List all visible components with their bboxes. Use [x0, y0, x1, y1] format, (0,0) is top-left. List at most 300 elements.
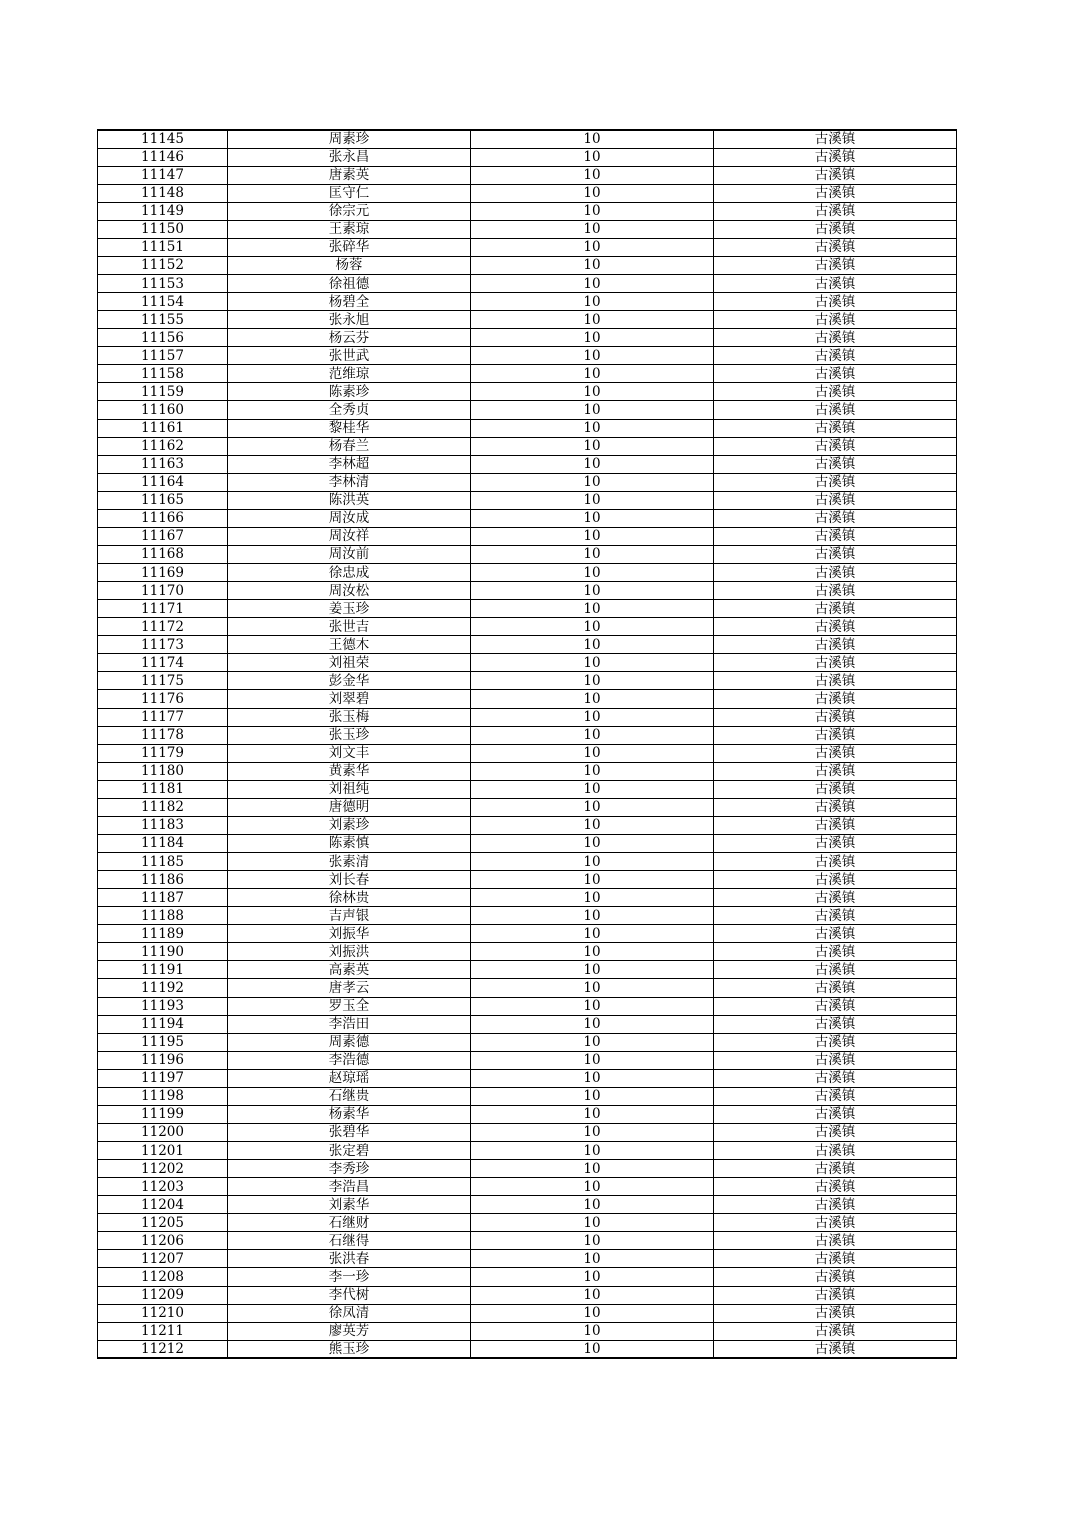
name-cell: 李浩德 — [228, 1051, 471, 1069]
name-cell: 李浩昌 — [228, 1178, 471, 1196]
town-cell: 古溪镇 — [714, 148, 957, 166]
amount-cell: 10 — [471, 636, 714, 654]
record-id-cell: 11158 — [98, 365, 228, 383]
record-id-cell: 11172 — [98, 618, 228, 636]
table-row — [98, 311, 957, 329]
record-id-cell: 11155 — [98, 311, 228, 329]
table-row — [98, 1087, 957, 1105]
town-cell: 古溪镇 — [714, 1304, 957, 1322]
table-row — [98, 600, 957, 618]
name-cell: 李秀珍 — [228, 1160, 471, 1178]
name-cell: 高素英 — [228, 961, 471, 979]
name-cell: 刘长春 — [228, 871, 471, 889]
record-id-cell: 11161 — [98, 419, 228, 437]
record-id-cell: 11177 — [98, 708, 228, 726]
name-cell: 徐林贵 — [228, 889, 471, 907]
record-id-cell: 11209 — [98, 1286, 228, 1304]
table-row — [98, 816, 957, 834]
name-cell: 石继得 — [228, 1232, 471, 1250]
record-id-cell: 11190 — [98, 943, 228, 961]
town-cell: 古溪镇 — [714, 798, 957, 816]
name-cell: 唐素英 — [228, 166, 471, 184]
name-cell: 石继财 — [228, 1214, 471, 1232]
amount-cell: 10 — [471, 961, 714, 979]
name-cell: 杨素华 — [228, 1105, 471, 1123]
name-cell: 陈素慎 — [228, 834, 471, 852]
record-id-cell: 11178 — [98, 726, 228, 744]
table-row — [98, 1160, 957, 1178]
record-id-cell: 11200 — [98, 1123, 228, 1141]
table-row — [98, 654, 957, 672]
town-cell: 古溪镇 — [714, 816, 957, 834]
record-id-cell: 11212 — [98, 1340, 228, 1358]
amount-cell: 10 — [471, 184, 714, 202]
record-id-cell: 11203 — [98, 1178, 228, 1196]
name-cell: 张玉梅 — [228, 708, 471, 726]
record-id-cell: 11176 — [98, 690, 228, 708]
amount-cell: 10 — [471, 220, 714, 238]
name-cell: 周素德 — [228, 1033, 471, 1051]
name-cell: 周素珍 — [228, 130, 471, 148]
name-cell: 杨云芬 — [228, 329, 471, 347]
town-cell: 古溪镇 — [714, 672, 957, 690]
town-cell: 古溪镇 — [714, 925, 957, 943]
town-cell: 古溪镇 — [714, 1340, 957, 1358]
name-cell: 刘文丰 — [228, 744, 471, 762]
amount-cell: 10 — [471, 148, 714, 166]
table-row — [98, 997, 957, 1015]
name-cell: 徐忠成 — [228, 564, 471, 582]
amount-cell: 10 — [471, 455, 714, 473]
table-row — [98, 545, 957, 563]
amount-cell: 10 — [471, 654, 714, 672]
town-cell: 古溪镇 — [714, 1123, 957, 1141]
town-cell: 古溪镇 — [714, 997, 957, 1015]
amount-cell: 10 — [471, 1250, 714, 1268]
amount-cell: 10 — [471, 1340, 714, 1358]
table-row — [98, 1286, 957, 1304]
name-cell: 刘祖纯 — [228, 780, 471, 798]
document-page — [97, 129, 956, 1359]
name-cell: 张定碧 — [228, 1142, 471, 1160]
record-id-cell: 11169 — [98, 564, 228, 582]
record-id-cell: 11152 — [98, 256, 228, 274]
roster-table-body — [98, 130, 957, 1358]
town-cell: 古溪镇 — [714, 130, 957, 148]
record-id-cell: 11199 — [98, 1105, 228, 1123]
table-row — [98, 329, 957, 347]
table-row — [98, 672, 957, 690]
name-cell: 张碧华 — [228, 1123, 471, 1141]
record-id-cell: 11167 — [98, 527, 228, 545]
amount-cell: 10 — [471, 943, 714, 961]
table-row — [98, 1250, 957, 1268]
table-row — [98, 1232, 957, 1250]
record-id-cell: 11162 — [98, 437, 228, 455]
table-row — [98, 834, 957, 852]
amount-cell: 10 — [471, 130, 714, 148]
amount-cell: 10 — [471, 527, 714, 545]
amount-cell: 10 — [471, 726, 714, 744]
name-cell: 李林超 — [228, 455, 471, 473]
name-cell: 刘振华 — [228, 925, 471, 943]
table-row — [98, 1178, 957, 1196]
name-cell: 徐祖德 — [228, 275, 471, 293]
name-cell: 周汝祥 — [228, 527, 471, 545]
amount-cell: 10 — [471, 744, 714, 762]
town-cell: 古溪镇 — [714, 293, 957, 311]
amount-cell: 10 — [471, 1123, 714, 1141]
name-cell: 周汝松 — [228, 582, 471, 600]
name-cell: 张永旭 — [228, 311, 471, 329]
amount-cell: 10 — [471, 979, 714, 997]
town-cell: 古溪镇 — [714, 1268, 957, 1286]
table-row — [98, 907, 957, 925]
name-cell: 张永昌 — [228, 148, 471, 166]
amount-cell: 10 — [471, 401, 714, 419]
name-cell: 熊玉珍 — [228, 1340, 471, 1358]
name-cell: 唐德明 — [228, 798, 471, 816]
amount-cell: 10 — [471, 1304, 714, 1322]
town-cell: 古溪镇 — [714, 1322, 957, 1340]
town-cell: 古溪镇 — [714, 690, 957, 708]
name-cell: 杨春兰 — [228, 437, 471, 455]
town-cell: 古溪镇 — [714, 1214, 957, 1232]
name-cell: 姜玉珍 — [228, 600, 471, 618]
record-id-cell: 11201 — [98, 1142, 228, 1160]
town-cell: 古溪镇 — [714, 256, 957, 274]
table-row — [98, 943, 957, 961]
name-cell: 杨蓉 — [228, 256, 471, 274]
table-row — [98, 437, 957, 455]
town-cell: 古溪镇 — [714, 1051, 957, 1069]
record-id-cell: 11168 — [98, 545, 228, 563]
name-cell: 徐宗元 — [228, 202, 471, 220]
amount-cell: 10 — [471, 1322, 714, 1340]
town-cell: 古溪镇 — [714, 961, 957, 979]
name-cell: 范维琼 — [228, 365, 471, 383]
table-row — [98, 256, 957, 274]
amount-cell: 10 — [471, 275, 714, 293]
record-id-cell: 11149 — [98, 202, 228, 220]
amount-cell: 10 — [471, 311, 714, 329]
record-id-cell: 11192 — [98, 979, 228, 997]
record-id-cell: 11148 — [98, 184, 228, 202]
table-row — [98, 1105, 957, 1123]
amount-cell: 10 — [471, 473, 714, 491]
town-cell: 古溪镇 — [714, 1069, 957, 1087]
name-cell: 刘翠碧 — [228, 690, 471, 708]
record-id-cell: 11210 — [98, 1304, 228, 1322]
amount-cell: 10 — [471, 1178, 714, 1196]
town-cell: 古溪镇 — [714, 889, 957, 907]
town-cell: 古溪镇 — [714, 618, 957, 636]
town-cell: 古溪镇 — [714, 762, 957, 780]
record-id-cell: 11180 — [98, 762, 228, 780]
name-cell: 张洪春 — [228, 1250, 471, 1268]
name-cell: 刘素珍 — [228, 816, 471, 834]
amount-cell: 10 — [471, 437, 714, 455]
amount-cell: 10 — [471, 256, 714, 274]
table-row — [98, 1340, 957, 1358]
record-id-cell: 11182 — [98, 798, 228, 816]
amount-cell: 10 — [471, 1142, 714, 1160]
amount-cell: 10 — [471, 708, 714, 726]
record-id-cell: 11179 — [98, 744, 228, 762]
amount-cell: 10 — [471, 582, 714, 600]
record-id-cell: 11145 — [98, 130, 228, 148]
record-id-cell: 11154 — [98, 293, 228, 311]
name-cell: 石继贵 — [228, 1087, 471, 1105]
table-row — [98, 473, 957, 491]
name-cell: 匡守仁 — [228, 184, 471, 202]
table-row — [98, 491, 957, 509]
record-id-cell: 11160 — [98, 401, 228, 419]
town-cell: 古溪镇 — [714, 202, 957, 220]
table-row — [98, 564, 957, 582]
amount-cell: 10 — [471, 1286, 714, 1304]
table-row — [98, 509, 957, 527]
amount-cell: 10 — [471, 1087, 714, 1105]
amount-cell: 10 — [471, 202, 714, 220]
name-cell: 王素琼 — [228, 220, 471, 238]
table-row — [98, 293, 957, 311]
name-cell: 李浩田 — [228, 1015, 471, 1033]
town-cell: 古溪镇 — [714, 853, 957, 871]
record-id-cell: 11198 — [98, 1087, 228, 1105]
table-row — [98, 238, 957, 256]
town-cell: 古溪镇 — [714, 238, 957, 256]
town-cell: 古溪镇 — [714, 383, 957, 401]
table-row — [98, 1304, 957, 1322]
amount-cell: 10 — [471, 780, 714, 798]
town-cell: 古溪镇 — [714, 708, 957, 726]
amount-cell: 10 — [471, 1214, 714, 1232]
record-id-cell: 11196 — [98, 1051, 228, 1069]
table-row — [98, 871, 957, 889]
name-cell: 张世吉 — [228, 618, 471, 636]
name-cell: 徐凤清 — [228, 1304, 471, 1322]
table-row — [98, 1033, 957, 1051]
record-id-cell: 11175 — [98, 672, 228, 690]
record-id-cell: 11194 — [98, 1015, 228, 1033]
amount-cell: 10 — [471, 1268, 714, 1286]
town-cell: 古溪镇 — [714, 365, 957, 383]
name-cell: 全秀贞 — [228, 401, 471, 419]
amount-cell: 10 — [471, 383, 714, 401]
record-id-cell: 11191 — [98, 961, 228, 979]
table-row — [98, 961, 957, 979]
town-cell: 古溪镇 — [714, 1142, 957, 1160]
record-id-cell: 11159 — [98, 383, 228, 401]
table-row — [98, 1123, 957, 1141]
record-id-cell: 11197 — [98, 1069, 228, 1087]
table-row — [98, 925, 957, 943]
town-cell: 古溪镇 — [714, 527, 957, 545]
table-row — [98, 708, 957, 726]
amount-cell: 10 — [471, 293, 714, 311]
record-id-cell: 11208 — [98, 1268, 228, 1286]
amount-cell: 10 — [471, 564, 714, 582]
table-row — [98, 1069, 957, 1087]
name-cell: 刘祖荣 — [228, 654, 471, 672]
table-row — [98, 1322, 957, 1340]
table-row — [98, 1015, 957, 1033]
record-id-cell: 11206 — [98, 1232, 228, 1250]
record-id-cell: 11170 — [98, 582, 228, 600]
name-cell: 李代树 — [228, 1286, 471, 1304]
town-cell: 古溪镇 — [714, 582, 957, 600]
table-row — [98, 690, 957, 708]
amount-cell: 10 — [471, 347, 714, 365]
amount-cell: 10 — [471, 166, 714, 184]
record-id-cell: 11187 — [98, 889, 228, 907]
record-id-cell: 11189 — [98, 925, 228, 943]
town-cell: 古溪镇 — [714, 220, 957, 238]
town-cell: 古溪镇 — [714, 1160, 957, 1178]
name-cell: 杨碧全 — [228, 293, 471, 311]
amount-cell: 10 — [471, 762, 714, 780]
name-cell: 张素清 — [228, 853, 471, 871]
name-cell: 黎桂华 — [228, 419, 471, 437]
table-row — [98, 166, 957, 184]
amount-cell: 10 — [471, 1069, 714, 1087]
amount-cell: 10 — [471, 545, 714, 563]
town-cell: 古溪镇 — [714, 166, 957, 184]
name-cell: 张世武 — [228, 347, 471, 365]
record-id-cell: 11147 — [98, 166, 228, 184]
town-cell: 古溪镇 — [714, 329, 957, 347]
record-id-cell: 11193 — [98, 997, 228, 1015]
table-row — [98, 527, 957, 545]
record-id-cell: 11186 — [98, 871, 228, 889]
town-cell: 古溪镇 — [714, 744, 957, 762]
record-id-cell: 11173 — [98, 636, 228, 654]
table-row — [98, 1196, 957, 1214]
table-row — [98, 1051, 957, 1069]
table-row — [98, 618, 957, 636]
table-row — [98, 148, 957, 166]
table-row — [98, 853, 957, 871]
amount-cell: 10 — [471, 871, 714, 889]
amount-cell: 10 — [471, 491, 714, 509]
record-id-cell: 11163 — [98, 455, 228, 473]
amount-cell: 10 — [471, 907, 714, 925]
record-id-cell: 11195 — [98, 1033, 228, 1051]
amount-cell: 10 — [471, 618, 714, 636]
amount-cell: 10 — [471, 1033, 714, 1051]
table-row — [98, 1142, 957, 1160]
town-cell: 古溪镇 — [714, 834, 957, 852]
town-cell: 古溪镇 — [714, 455, 957, 473]
name-cell: 赵琼瑶 — [228, 1069, 471, 1087]
table-row — [98, 798, 957, 816]
amount-cell: 10 — [471, 1196, 714, 1214]
table-row — [98, 383, 957, 401]
town-cell: 古溪镇 — [714, 943, 957, 961]
record-id-cell: 11156 — [98, 329, 228, 347]
amount-cell: 10 — [471, 853, 714, 871]
record-id-cell: 11205 — [98, 1214, 228, 1232]
name-cell: 罗玉全 — [228, 997, 471, 1015]
table-row — [98, 365, 957, 383]
town-cell: 古溪镇 — [714, 600, 957, 618]
name-cell: 吉声银 — [228, 907, 471, 925]
record-id-cell: 11181 — [98, 780, 228, 798]
table-row — [98, 419, 957, 437]
town-cell: 古溪镇 — [714, 1286, 957, 1304]
record-id-cell: 11153 — [98, 275, 228, 293]
town-cell: 古溪镇 — [714, 275, 957, 293]
town-cell: 古溪镇 — [714, 1087, 957, 1105]
name-cell: 刘素华 — [228, 1196, 471, 1214]
town-cell: 古溪镇 — [714, 347, 957, 365]
town-cell: 古溪镇 — [714, 419, 957, 437]
record-id-cell: 11183 — [98, 816, 228, 834]
table-row — [98, 762, 957, 780]
amount-cell: 10 — [471, 600, 714, 618]
name-cell: 黄素华 — [228, 762, 471, 780]
amount-cell: 10 — [471, 419, 714, 437]
name-cell: 陈洪英 — [228, 491, 471, 509]
town-cell: 古溪镇 — [714, 907, 957, 925]
table-row — [98, 130, 957, 148]
name-cell: 张玉珍 — [228, 726, 471, 744]
record-id-cell: 11174 — [98, 654, 228, 672]
town-cell: 古溪镇 — [714, 780, 957, 798]
amount-cell: 10 — [471, 997, 714, 1015]
amount-cell: 10 — [471, 816, 714, 834]
record-id-cell: 11151 — [98, 238, 228, 256]
name-cell: 李一珍 — [228, 1268, 471, 1286]
town-cell: 古溪镇 — [714, 473, 957, 491]
town-cell: 古溪镇 — [714, 979, 957, 997]
table-row — [98, 636, 957, 654]
table-row — [98, 726, 957, 744]
amount-cell: 10 — [471, 1051, 714, 1069]
record-id-cell: 11157 — [98, 347, 228, 365]
table-row — [98, 1214, 957, 1232]
town-cell: 古溪镇 — [714, 726, 957, 744]
table-row — [98, 275, 957, 293]
amount-cell: 10 — [471, 1105, 714, 1123]
town-cell: 古溪镇 — [714, 564, 957, 582]
amount-cell: 10 — [471, 1015, 714, 1033]
amount-cell: 10 — [471, 672, 714, 690]
amount-cell: 10 — [471, 925, 714, 943]
town-cell: 古溪镇 — [714, 491, 957, 509]
record-id-cell: 11146 — [98, 148, 228, 166]
table-row — [98, 202, 957, 220]
amount-cell: 10 — [471, 1160, 714, 1178]
amount-cell: 10 — [471, 834, 714, 852]
name-cell: 周汝前 — [228, 545, 471, 563]
town-cell: 古溪镇 — [714, 184, 957, 202]
amount-cell: 10 — [471, 889, 714, 907]
name-cell: 唐孝云 — [228, 979, 471, 997]
town-cell: 古溪镇 — [714, 1033, 957, 1051]
table-row — [98, 455, 957, 473]
record-id-cell: 11164 — [98, 473, 228, 491]
record-id-cell: 11207 — [98, 1250, 228, 1268]
amount-cell: 10 — [471, 690, 714, 708]
town-cell: 古溪镇 — [714, 1250, 957, 1268]
town-cell: 古溪镇 — [714, 1232, 957, 1250]
amount-cell: 10 — [471, 329, 714, 347]
record-id-cell: 11202 — [98, 1160, 228, 1178]
town-cell: 古溪镇 — [714, 545, 957, 563]
table-row — [98, 184, 957, 202]
